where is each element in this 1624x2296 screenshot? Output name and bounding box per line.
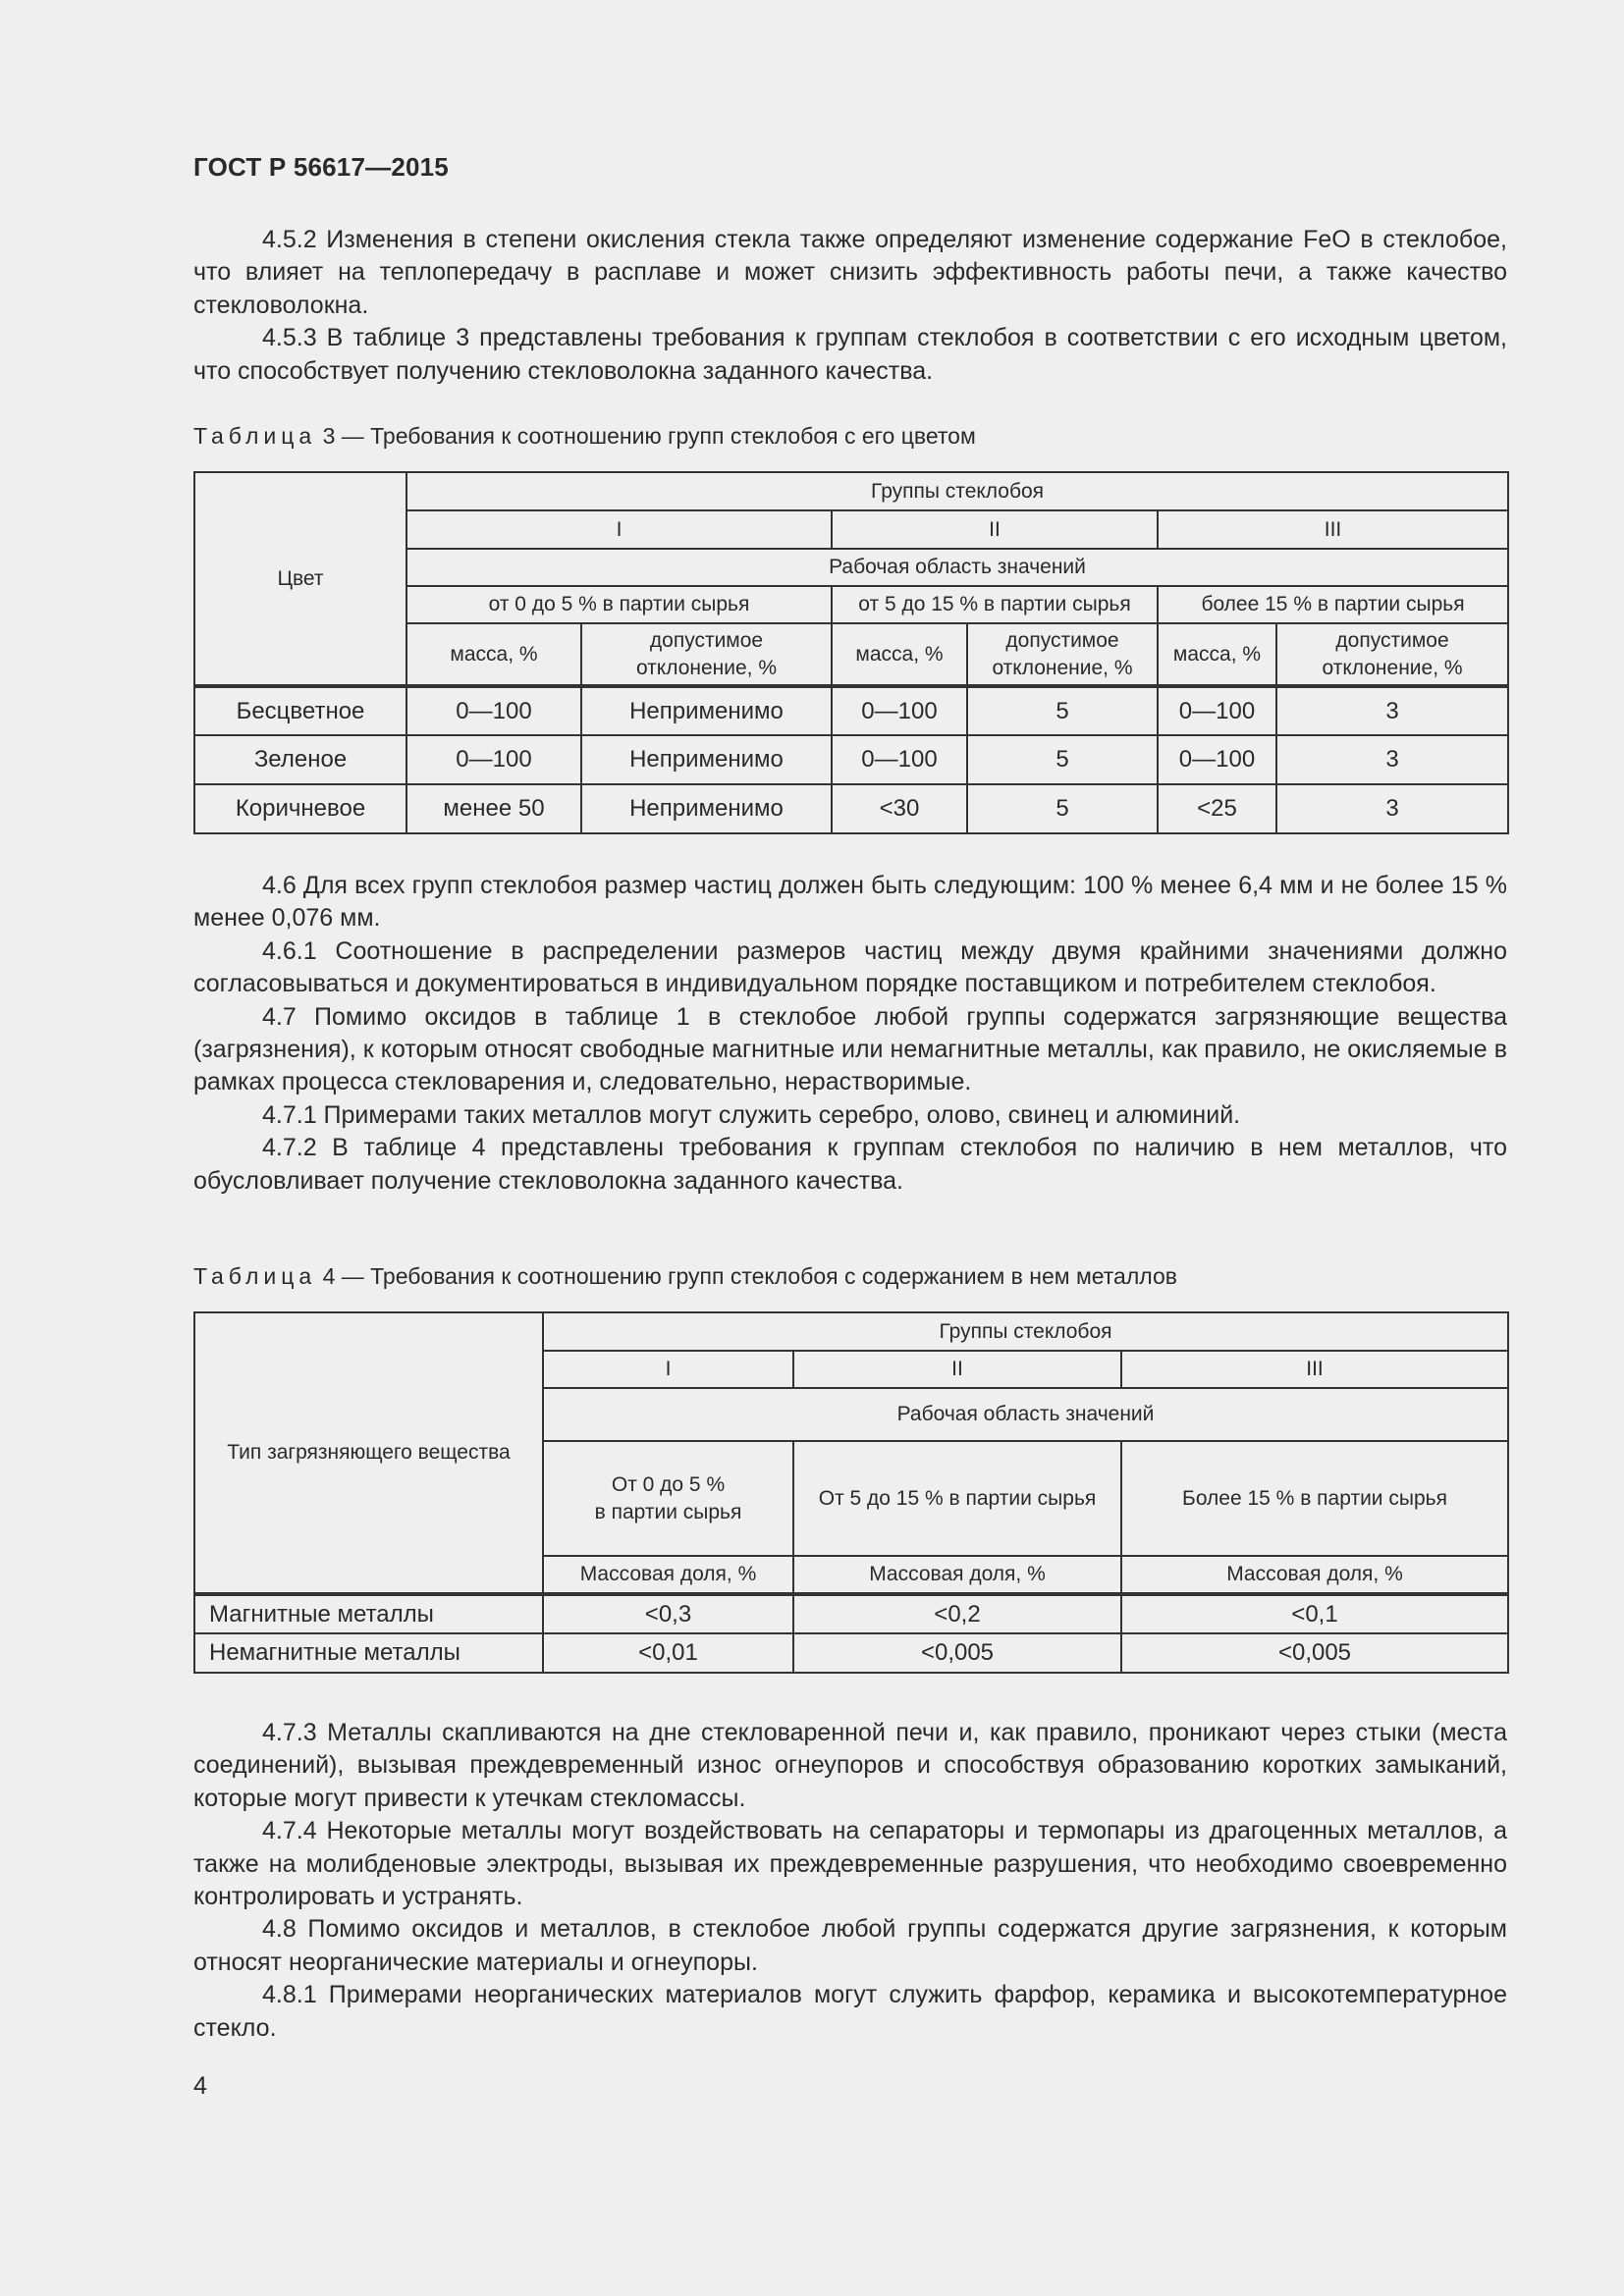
- table3-mass-1: масса, %: [406, 623, 581, 686]
- table3-mass-3: масса, %: [1158, 623, 1276, 686]
- table-3: [193, 471, 1509, 834]
- table4-cell-type: Немагнитные металлы: [194, 1633, 543, 1673]
- table-row: [194, 1594, 1508, 1633]
- table3-cell: <30: [832, 784, 967, 833]
- paragraphs-top: [193, 224, 1507, 388]
- table4-cell: <0,2: [793, 1594, 1121, 1633]
- table-row: [194, 735, 1508, 784]
- table3-cell: Неприменимо: [581, 784, 832, 833]
- table3-deviation-2: [967, 623, 1158, 686]
- table-row: [194, 784, 1508, 833]
- table4-cell: <0,3: [543, 1594, 793, 1633]
- table-4: [193, 1311, 1509, 1674]
- page-number: 4: [193, 2072, 207, 2100]
- range1-line1: От 0 до 5 %: [611, 1472, 726, 1496]
- table3-range-3: более 15 % в партии сырья: [1158, 586, 1508, 623]
- table3-range-1: от 0 до 5 % в партии сырья: [406, 586, 832, 623]
- table3-cell: 5: [967, 686, 1158, 735]
- table4-mass-fraction-2: Массовая доля, %: [793, 1556, 1121, 1594]
- table3-cell: менее 50: [406, 784, 581, 833]
- table3-caption-label: Таблица: [193, 423, 317, 449]
- table4-caption-text: 4 — Требования к соотношению групп стеклобоя с содержанием в нем металлов: [322, 1263, 1177, 1289]
- table3-group-3: III: [1158, 510, 1508, 549]
- deviation-line2: отклонение, %: [1322, 656, 1463, 679]
- table3-cell: 0—100: [406, 686, 581, 735]
- table-row: [194, 686, 1508, 735]
- table3-cell: 3: [1276, 784, 1508, 833]
- deviation-line1: допустимое: [1005, 628, 1119, 652]
- table4-range-1: [543, 1441, 793, 1556]
- table4-group-1: I: [543, 1351, 793, 1388]
- table-row: [194, 1633, 1508, 1673]
- paragraph-4-5-2: 4.5.2 Изменения в степени окисления стекла также определяют изменение содержание FeO в стеклобое, что влияет на теплопередачу в расплаве и может снизить эффективность работы печи, а также качество стекловолокна.: [193, 226, 1507, 319]
- table3-group-2: II: [832, 510, 1158, 549]
- table3-header-groups: Группы стеклобоя: [406, 472, 1508, 510]
- table4-mass-fraction-1: Массовая доля, %: [543, 1556, 793, 1594]
- table4-cell: <0,005: [793, 1633, 1121, 1673]
- table3-caption-text: 3 — Требования к соотношению групп стеклобоя с его цветом: [322, 423, 976, 449]
- paragraph-4-7-3: 4.7.3 Металлы скапливаются на дне стекловаренной печи и, как правило, проникают через стыки (места соединений), вызывая преждевременный износ огнеупоров и способствуя образованию коротких замыканий, которые могут привести к утечкам стекломассы.: [193, 1719, 1507, 1812]
- table3-cell: <25: [1158, 784, 1276, 833]
- table4-cell: <0,1: [1121, 1594, 1508, 1633]
- table3-cell: 0—100: [1158, 735, 1276, 784]
- table3-cell-color: Бесцветное: [194, 686, 406, 735]
- table4-header-groups: Группы стеклобоя: [543, 1312, 1508, 1351]
- table4-caption-label: Таблица: [193, 1263, 317, 1289]
- table3-work-range: Рабочая область значений: [406, 549, 1508, 586]
- table4-range-3: Более 15 % в партии сырья: [1121, 1441, 1508, 1556]
- table3-cell-color: Коричневое: [194, 784, 406, 833]
- paragraph-4-6-1: 4.6.1 Соотношение в распределении размеров частиц между двумя крайними значениями должно согласовываться и документироваться в индивидуальном порядке поставщиком и потребителем стеклобоя.: [193, 936, 1507, 998]
- table3-caption: [193, 423, 976, 450]
- range1-line2: в партии сырья: [594, 1500, 742, 1523]
- paragraph-4-7-4: 4.7.4 Некоторые металлы могут воздействовать на сепараторы и термопары из драгоценных металлов, а также на молибденовые электроды, вызывая их преждевременные разрушения, что необходимо своевременно контролировать и устранять.: [193, 1817, 1507, 1911]
- table3-deviation-1: [581, 623, 832, 686]
- paragraph-4-7-1: 4.7.1 Примерами таких металлов могут служить серебро, олово, свинец и алюминий.: [262, 1100, 1241, 1129]
- table3-header-color: Цвет: [194, 472, 406, 686]
- table3-cell: 0—100: [1158, 686, 1276, 735]
- paragraph-4-7: 4.7 Помимо оксидов в таблице 1 в стеклобое любой группы содержатся загрязняющие вещества (загрязнения), к которым относят свободные магнитные или немагнитные металлы, как правило, не окисляемые в рамках процесса стекловарения и, следовательно, нерастворимые.: [193, 1002, 1507, 1096]
- table4-caption: [193, 1263, 1177, 1290]
- paragraphs-bottom: [193, 1717, 1507, 2045]
- table4-cell: <0,005: [1121, 1633, 1508, 1673]
- table3-cell: 0—100: [406, 735, 581, 784]
- table3-cell: 3: [1276, 686, 1508, 735]
- table3-cell: 3: [1276, 735, 1508, 784]
- deviation-line2: отклонение, %: [635, 656, 778, 679]
- deviation-line1: допустимое: [1335, 628, 1449, 652]
- table4-group-3: III: [1121, 1351, 1508, 1388]
- deviation-line2: отклонение, %: [992, 656, 1133, 679]
- table4-range-2: От 5 до 15 % в партии сырья: [793, 1441, 1121, 1556]
- table4-mass-fraction-3: Массовая доля, %: [1121, 1556, 1508, 1594]
- table3-group-1: I: [406, 510, 832, 549]
- paragraph-4-5-3: 4.5.3 В таблице 3 представлены требования к группам стеклобоя в соответствии с его исходным цветом, что способствует получению стекловолокна заданного качества.: [193, 324, 1507, 385]
- paragraph-4-8-1: 4.8.1 Примерами неорганических материалов могут служить фарфор, керамика и высокотемпературное стекло.: [193, 1981, 1507, 2042]
- table3-cell: Неприменимо: [581, 686, 832, 735]
- deviation-line1: допустимое: [649, 628, 764, 652]
- table3-mass-2: масса, %: [832, 623, 967, 686]
- table4-group-2: II: [793, 1351, 1121, 1388]
- table3-deviation-3: [1276, 623, 1508, 686]
- table3-cell: 5: [967, 784, 1158, 833]
- table3-cell-color: Зеленое: [194, 735, 406, 784]
- paragraph-4-7-2: 4.7.2 В таблице 4 представлены требования к группам стеклобоя по наличию в нем металлов, что обусловливает получение стекловолокна заданного качества.: [193, 1134, 1507, 1195]
- table3-range-2: от 5 до 15 % в партии сырья: [832, 586, 1158, 623]
- table4-header-type: Тип загрязняющего вещества: [194, 1312, 543, 1594]
- table3-cell: 0—100: [832, 735, 967, 784]
- table3-cell: 0—100: [832, 686, 967, 735]
- table3-cell: Неприменимо: [581, 735, 832, 784]
- table4-work-range: Рабочая область значений: [543, 1388, 1508, 1441]
- table4-cell-type: Магнитные металлы: [194, 1594, 543, 1633]
- document-header: ГОСТ Р 56617—2015: [193, 152, 449, 182]
- table3-cell: 5: [967, 735, 1158, 784]
- paragraph-4-6: 4.6 Для всех групп стеклобоя размер частиц должен быть следующим: 100 % менее 6,4 мм и не более 15 % менее 0,076 мм.: [193, 872, 1507, 933]
- paragraphs-mid: [193, 870, 1507, 1198]
- table4-cell: <0,01: [543, 1633, 793, 1673]
- paragraph-4-8: 4.8 Помимо оксидов и металлов, в стеклобое любой группы содержатся другие загрязнения, к которым относят неорганические материалы и огнеупоры.: [193, 1915, 1507, 1976]
